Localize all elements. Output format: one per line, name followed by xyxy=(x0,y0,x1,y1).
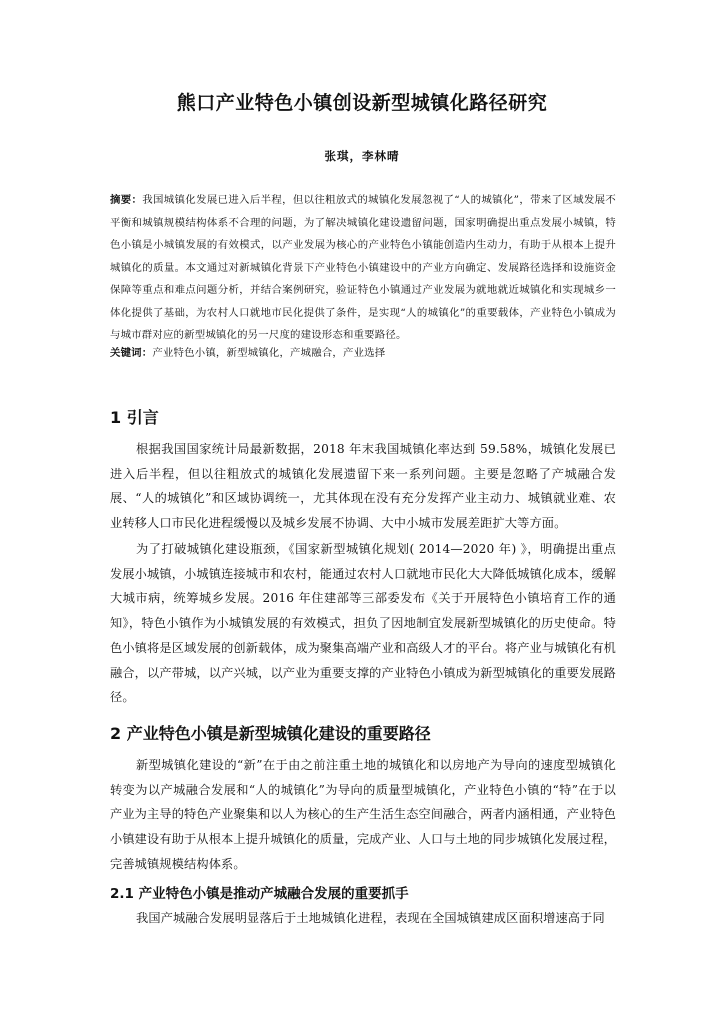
keywords-label: 关键词： xyxy=(110,347,153,359)
section-1-paragraph-1: 根据我国国家统计局最新数据，2018 年末我国城镇化率达到 59.58%，城镇化发展已进入后半程，但以往粗放式的城镇化发展遗留下来一系列问题。主要是忽略了产城融合发展、“人的城镇化”和区域协调统一，尤其体现在没有充分发挥产业主动力、城镇就业难、农业转移人口市民化进程缓慢以及城乡发展不协调、大中小城市发展差距扩大等方面。 xyxy=(110,442,616,531)
abstract-label: 摘要： xyxy=(110,194,143,206)
abstract-text: 我国城镇化发展已进入后半程，但以往粗放式的城镇化发展忽视了“人的城镇化”，带来了区域发展不平衡和城镇规模结构体系不合理的问题，为了解决城镇化建设遗留问题，国家明确提出重点发展小城镇，特色小镇是小城镇发展的有效模式，以产业发展为核心的产业特色小镇能创造内生动力，有助于从根本上提升城镇化的质量。本文通过对新城镇化背景下产业特色小镇建设中的产业方向确定、发展路径选择和设施资金保障等重点和难点问题分析，并结合案例研究，验证特色小镇通过产业发展为就地就近城镇化和实现城乡一体化提供了基础，为农村人口就地市民化提供了条件，是实现“人的城镇化”的重要载体，产业特色小镇成为与城市群对应的新型城镇化的另一尺度的建设形态和重要路径。 xyxy=(110,194,616,341)
section-2-1-heading: 2.1 产业特色小镇是推动产城融合发展的重要抓手 xyxy=(110,886,409,902)
section-2-heading: 2 产业特色小镇是新型城镇化建设的重要路径 xyxy=(110,724,431,743)
keywords-text: 产业特色小镇，新型城镇化，产城融合，产业选择 xyxy=(152,347,386,359)
section-1-heading: 1 引言 xyxy=(110,408,159,427)
abstract-block xyxy=(110,189,616,347)
section-2-paragraph-1: 新型城镇化建设的“新”在于由之前注重土地的城镇化和以房地产为导向的速度型城镇化转变为以产城融合发展和“人的城镇化”为导向的质量型城镇化，产业特色小镇的“特”在于以产业为主导的特色产业聚集和以人为核心的生产生活生态空间融合，两者内涵相通，产业特色小镇建设有助于从根本上提升城镇化的质量，完成产业、人口与土地的同步城镇化发展过程，完善城镇规模结构体系。 xyxy=(110,758,616,871)
paper-authors: 张琪，李林晴 xyxy=(324,149,400,163)
section-2-1-paragraph-1: 我国产城融合发展明显落后于土地城镇化进程，表现在全国城镇建成区面积增速高于同 xyxy=(136,911,605,925)
paper-title: 熊口产业特色小镇创设新型城镇化路径研究 xyxy=(176,92,548,114)
section-1-paragraph-2: 为了打破城镇化建设瓶颈，《国家新型城镇化规划( 2014—2020 年) 》，明确提出重点发展小城镇，小城镇连接城市和农村，能通过农村人口就地市民化大大降低城镇化成本，缓解大城市病，统筹城乡发展。2016 年住建部等三部委发布《关于开展特色小镇培育工作的通知》，特色小镇作为小城镇发展的有效模式，担负了因地制宜发展新型城镇化的历史使命。特色小镇将是区域发展的创新载体，成为聚集高端产业和高级人才的平台。将产业与城镇化有机融合，以产带城，以产兴城，以产业为重要支撑的产业特色小镇成为新型城镇化的重要发展路径。 xyxy=(110,542,616,705)
keywords-block xyxy=(110,342,616,364)
